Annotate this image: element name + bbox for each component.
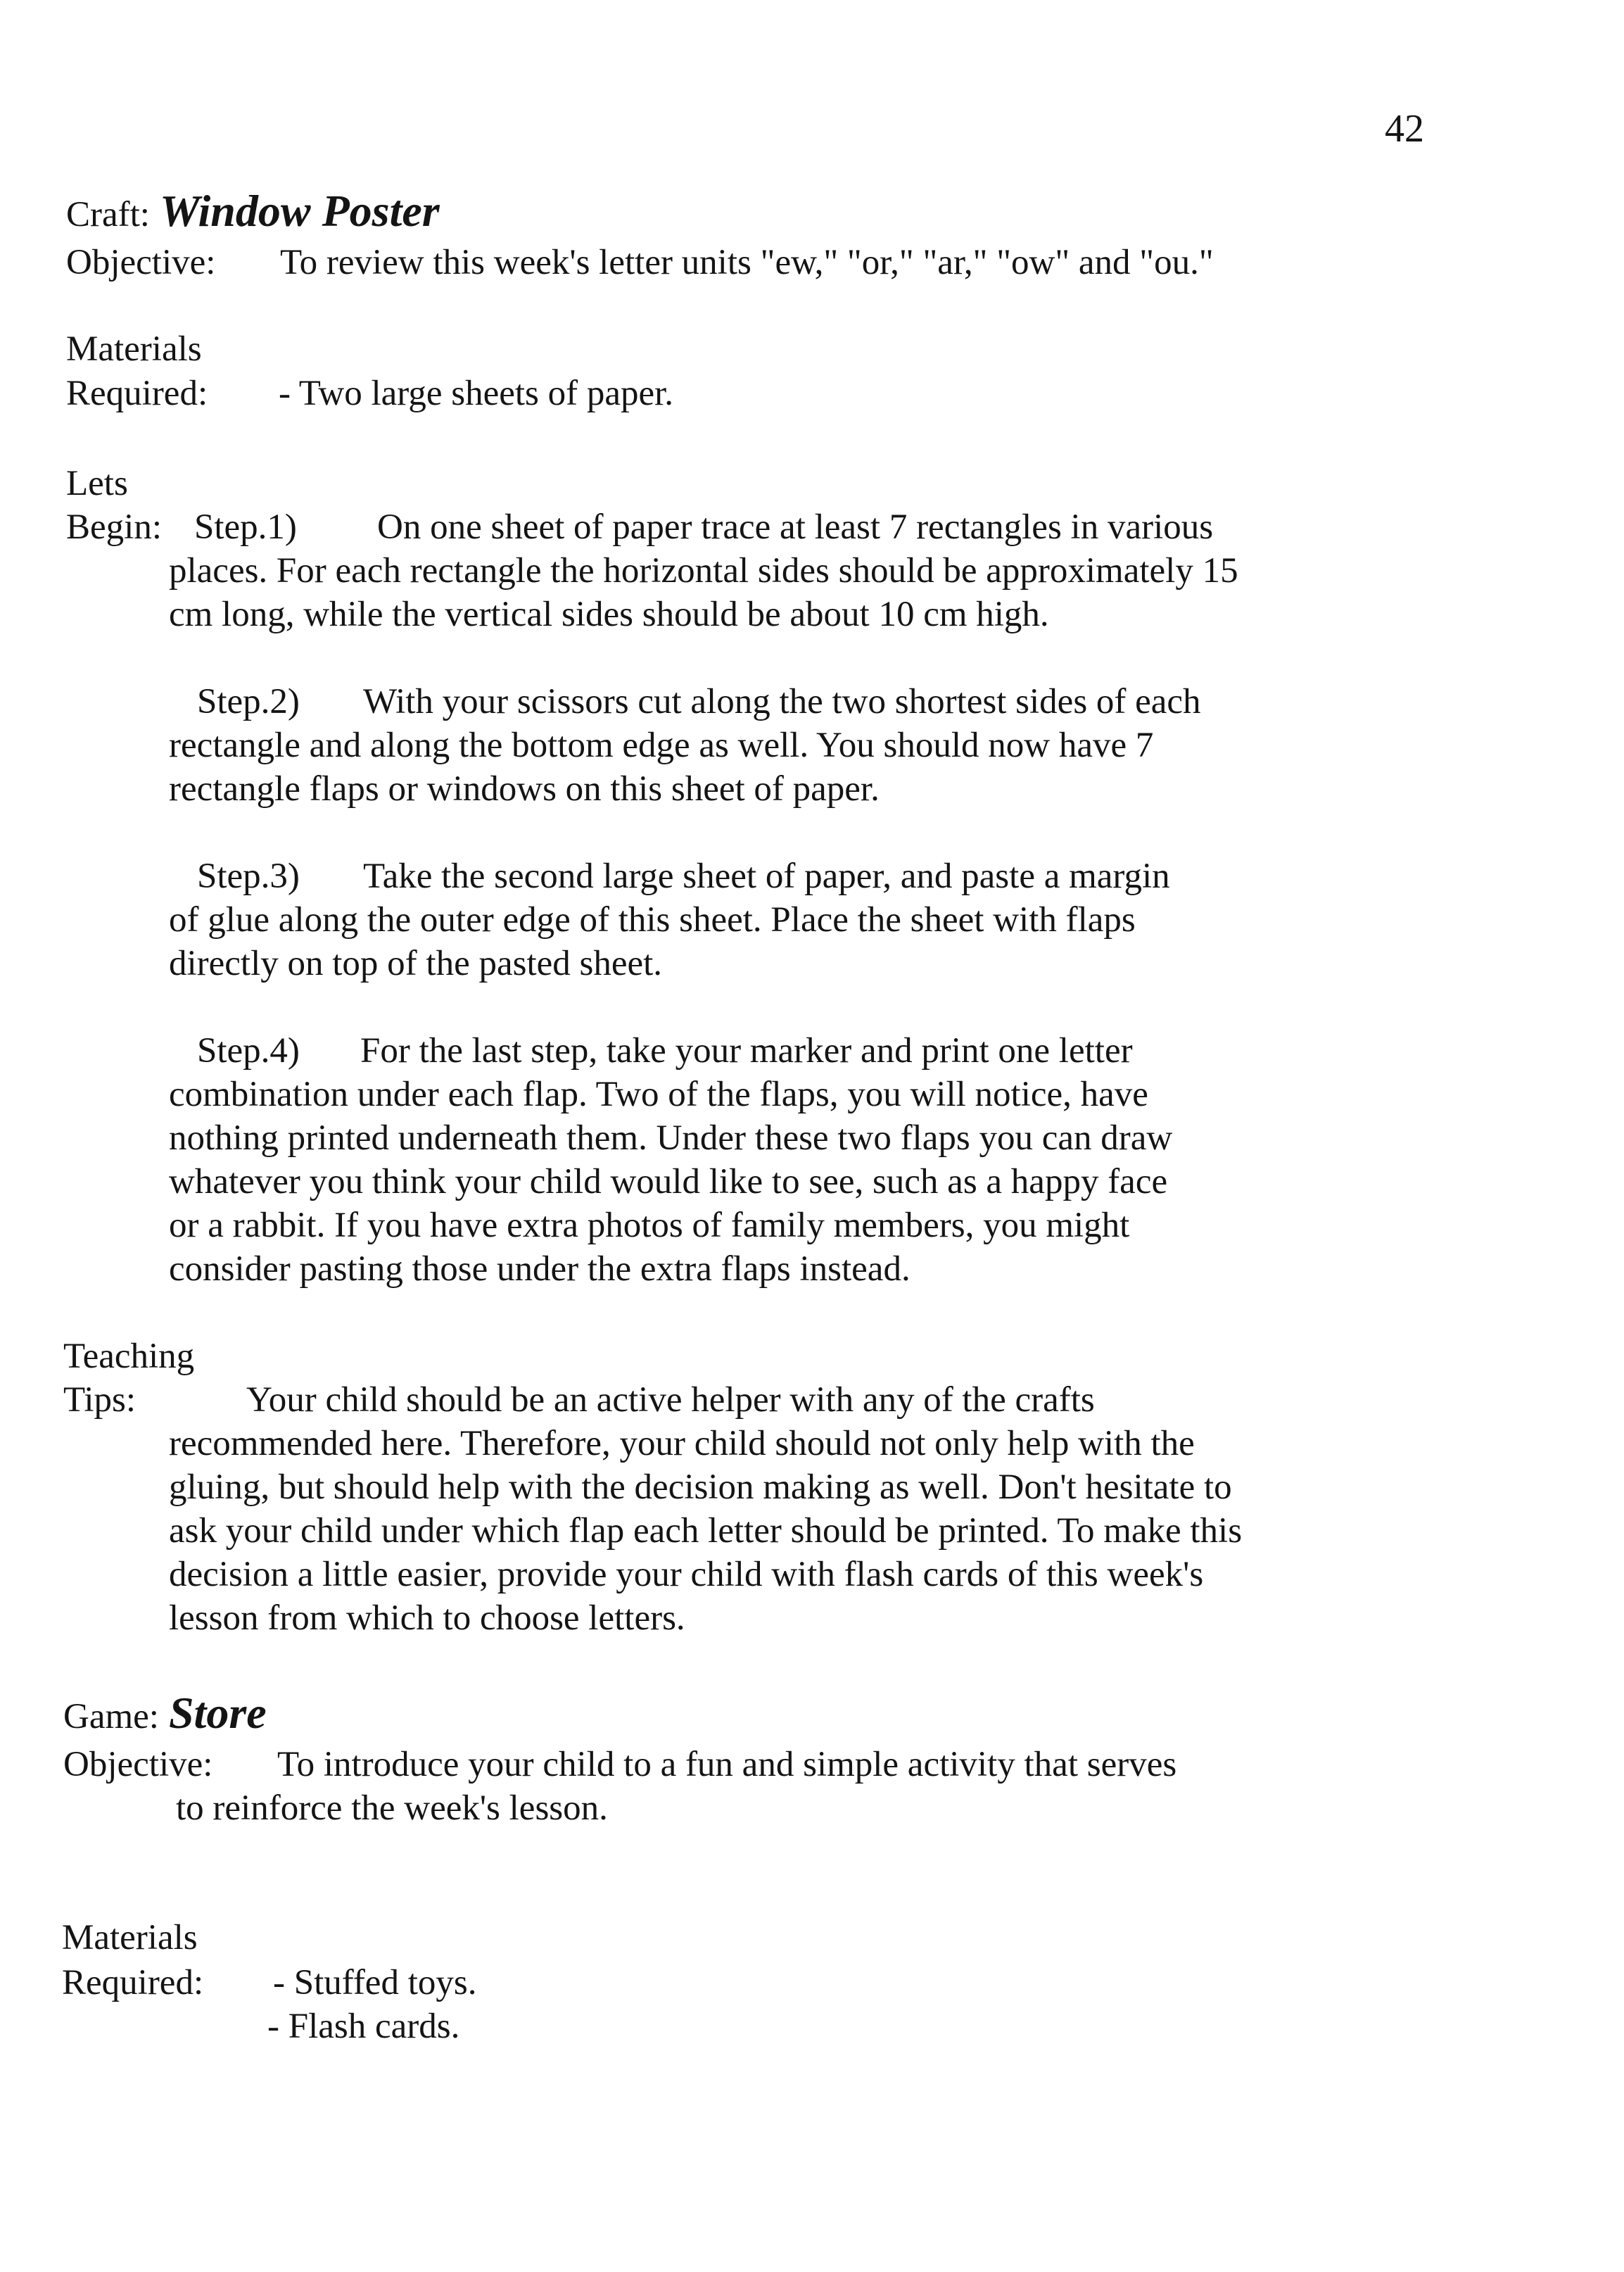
craft-material-item: - Two large sheets of paper. [279,374,674,413]
step-4-label: Step.4) [197,1031,300,1071]
step-2-label: Step.2) [197,682,300,721]
page-number: 42 [1385,107,1424,151]
tips-label-teaching: Teaching [63,1337,195,1376]
tips-line: gluing, but should help with the decision making as well. Don't hesitate to [169,1468,1232,1507]
step-3-label: Step.3) [197,857,300,896]
step-2-line: With your scissors cut along the two shortest sides of each [363,682,1201,721]
game-heading [63,1688,267,1739]
game-objective-line: To introduce your child to a fun and simple activity that serves [277,1745,1177,1784]
begin-label-lets: Lets [66,464,128,503]
step-2-line: rectangle and along the bottom edge as well. You should now have 7 [169,726,1154,765]
craft-materials-label: Materials [66,329,202,369]
craft-objective-label: Objective: [66,243,216,282]
step-3-line: directly on top of the pasted sheet. [169,944,663,983]
step-4-line: or a rabbit. If you have extra photos of family members, you might [169,1206,1130,1245]
craft-required-label: Required: [66,374,208,413]
game-label: Game: [63,1697,159,1736]
step-4-line: whatever you think your child would like to see, such as a happy face [169,1162,1168,1201]
step-2-line: rectangle flaps or windows on this sheet of paper. [169,769,880,809]
step-4-line: combination under each flap. Two of the flaps, you will notice, have [169,1075,1148,1114]
craft-heading [66,186,440,237]
step-4-line: nothing printed underneath them. Under these two flaps you can draw [169,1118,1173,1158]
game-title: Store [168,1688,267,1738]
step-1-line: cm long, while the vertical sides should be about 10 cm high. [169,595,1049,634]
craft-objective-text: To review this week's letter units "ew," "or," "ar," "ow" and "ou." [280,243,1214,282]
tips-line: lesson from which to choose letters. [169,1598,685,1638]
craft-label: Craft: [66,195,150,234]
game-material-item: - Flash cards. [267,2007,460,2046]
tips-label-tips: Tips: [63,1380,137,1420]
step-3-line: of glue along the outer edge of this sheet. Place the sheet with flaps [169,900,1136,940]
step-4-line: For the last step, take your marker and print one letter [360,1031,1133,1071]
step-1-line: places. For each rectangle the horizontal sides should be approximately 15 [169,551,1238,591]
game-objective-line: to reinforce the week's lesson. [176,1788,608,1828]
step-1-label: Step.1) [194,507,297,547]
tips-line: ask your child under which flap each letter should be printed. To make this [169,1511,1243,1551]
tips-line: decision a little easier, provide your child with flash cards of this week's [169,1555,1204,1594]
game-materials-label: Materials [62,1918,198,1957]
game-required-label: Required: [62,1963,204,2002]
craft-title: Window Poster [159,186,440,236]
tips-line: Your child should be an active helper with any of the crafts [246,1380,1095,1420]
game-objective-label: Objective: [63,1745,213,1784]
tips-line: recommended here. Therefore, your child should not only help with the [169,1424,1195,1463]
begin-label-begin: Begin: [66,507,162,547]
step-4-line: consider pasting those under the extra flaps instead. [169,1249,911,1289]
step-1-line: On one sheet of paper trace at least 7 rectangles in various [377,507,1214,547]
game-material-item: - Stuffed toys. [273,1963,477,2002]
step-3-line: Take the second large sheet of paper, and paste a margin [363,857,1170,896]
